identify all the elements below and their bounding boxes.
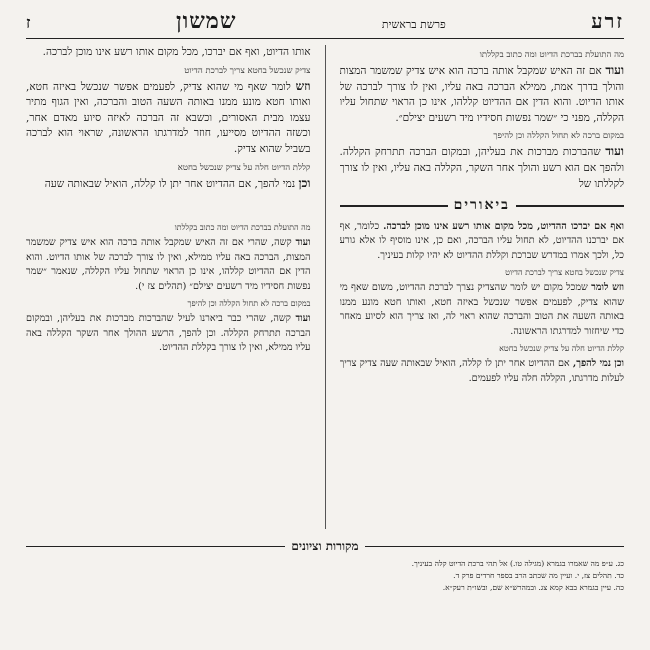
paragraph bbox=[26, 176, 311, 193]
paragraph bbox=[340, 281, 625, 339]
book-title: זרע bbox=[591, 9, 624, 33]
paragraph-text: אם זה האיש שמקבל אותה ברכה הוא איש צדיק שמשמר המצות והולך בדרך אמת, ממילא הברכה באה עליו, ואין לו צורך לברכה של אותו הדיוט. והוא הדין אם ההדיוט קללהו, אינו כן הראוי שתחול עליו הקללה, מפני כי ״שמר נפשות חסידיו מיד רשעים יצילם״. bbox=[339, 65, 624, 124]
rule bbox=[340, 205, 448, 207]
paragraph bbox=[26, 45, 311, 61]
source-note: כה. עיין בגמרא בבא קמא צג. ובמהרש״א שם, ובשו״ת רעק״א. bbox=[442, 583, 624, 592]
subheading: צדיק שנכשל בחטא צריך לברכת הדיוט bbox=[505, 268, 624, 278]
paragraph-text: נמי להפך, אם ההדיוט אחר יתן לו קללה, הואיל שבאותה שעה bbox=[44, 177, 296, 190]
paragraph bbox=[26, 312, 311, 356]
sources-title: מקורות וציונים bbox=[291, 539, 359, 553]
rule bbox=[516, 205, 624, 207]
paragraph-text: אותו הדיוט, ואף אם יברכו, מכל מקום אותו רשע אינו מוכן לברכה. bbox=[42, 46, 311, 58]
paragraph-text: קשה, שהרי אם זה האיש שמקבל אותה ברכה הוא איש צדיק שמשמר המצות, הברכה באה עליו ממילא, ואין לו צורך לברכה של אותו הדיוט. והוא הדין אם ההדיוט קללהו, אינו כן הראוי שתחול עליו הקללה, שנאמר ״שמר נפשות חסידיו מיד רשעים יצילם״ (תהלים צז י). bbox=[26, 237, 311, 292]
lead-phrase: וזש לומר bbox=[591, 282, 624, 294]
main-text bbox=[26, 45, 624, 529]
subheading: במקום ברכה לא תחול הקללה וכן להיפך bbox=[493, 131, 624, 142]
sources-header bbox=[26, 539, 624, 554]
lead-word: ועוד bbox=[605, 63, 624, 77]
biurim-column-left bbox=[26, 222, 311, 356]
paragraph-text: כלומר, אף אם יברכנו ההדיוט, לא תחול עליו הברכה, ואם כן, אינו מוסיף לו אלא גורע כל, ולכך אמרו במדרש שברכת וקללת ההדיוט לא יהיו קלות בעיניך. bbox=[339, 220, 624, 261]
subheading: קללת הדיוט חלה על צדיק שנכשל בחטא bbox=[499, 344, 624, 354]
subheading: קללת הדיוט חלה על צדיק שנכשל בחטא bbox=[177, 162, 311, 173]
paragraph-text: שמכל מקום יש לומר שהצדיק נצרך לברכת ההדיוט, משום שאף מי שהוא צדיק, לפעמים אפשר שנכשל באיזה חטא, ואותו חטא מונע ממנו באותה השעה את הטוב והברכה שהוא ראוי לה, ואז צריך הוא לסיוע מאחר כדי שיחזור למדרגתו הראשונה. bbox=[339, 282, 624, 337]
paragraph-text: אם ההדיוט אחר יתן לו קללה, הואיל שבאותה שעה צדיק צריך לעלות מדרגתו, הקללה חלה עליו לפעמים. bbox=[339, 358, 624, 384]
paragraph bbox=[26, 236, 311, 294]
lead-word: וזש bbox=[295, 78, 311, 93]
rule bbox=[365, 546, 624, 547]
section-title: ביאורים bbox=[453, 197, 510, 214]
source-note: כג. ע״פ מה שאמרו בגמרא (מגילה טו.) אל תהי ברכת הדיוט קלה בעיניך. bbox=[411, 559, 624, 568]
paragraph-text: לומר שאף מי שהוא צדיק, לפעמים אפשר שנכשל באיזה חטא, ואותו חטא מונע ממנו באותה השעה הטוב והברכה, ואין הגוף מתיר עצמו מבית האסורים, וכשבא זה הברכה לאיזה סיוע מאדם אחר, וכשזה ההדיוט מסייעו, חוזר למדרגתו הראשונה, שראוי הוא לברכה בשביל שהוא צדיק. bbox=[26, 80, 311, 155]
text-column-right bbox=[340, 45, 625, 529]
lead-word: ועוד bbox=[605, 144, 624, 159]
lead-phrase: וכן נמי להפך, bbox=[572, 358, 624, 370]
sources-notes bbox=[26, 558, 624, 594]
paragraph-text: קשה, שהרי כבר ביארנו לעיל שהברכות מברכות את בעליהן, ובמקום הברכה תתרחק הקללה. וכן להפך, הרשע ההולך אחר השקר הקללה באה עליו ממילא, ואין לו צורך בקללת ההדיוט. bbox=[26, 313, 311, 354]
paragraph bbox=[26, 79, 311, 158]
paragraph bbox=[340, 357, 625, 386]
text-column-left bbox=[26, 45, 311, 529]
biurim-header bbox=[340, 198, 625, 214]
subheading: צדיק שנכשל בחטא צריך לברכת הדיוט bbox=[184, 65, 311, 76]
rule bbox=[26, 546, 285, 547]
subheading: במקום ברכה לא תחול הקללה וכן להיפך bbox=[187, 299, 311, 309]
lead-phrase: ואף אם יברכו ההדיוט, מכל מקום אותו רשע אינו מוכן לברכה. bbox=[383, 220, 624, 232]
paragraph-text: שהברכות מברכות את בעליהן, ובמקום הברכה תתרחק הקללה. ולהפך אם הוא רשע והולך אחר השקר, הקללה באה עליו, ואין לו צורך לקללתו של bbox=[339, 146, 624, 190]
page-header bbox=[26, 8, 624, 39]
paragraph bbox=[340, 220, 625, 264]
source-note: כד. תהלים צז, י. ועיין מה שכתב הרב בספר חרדים פרק ד. bbox=[453, 571, 624, 580]
column-divider bbox=[325, 45, 326, 529]
lead-phrase: ועוד bbox=[295, 313, 311, 325]
lead-phrase: ועוד bbox=[295, 237, 311, 249]
page-title: שמשון bbox=[175, 8, 237, 34]
parsha-name: פרשת בראשית bbox=[381, 18, 446, 31]
page-number: ז bbox=[26, 13, 31, 32]
subheading: מה התועלת בברכת הדיוט ומה כתוב בקללתו bbox=[174, 223, 311, 233]
biurim-column-right bbox=[340, 220, 625, 387]
subheading: מה התועלת בברכת הדיוט ומה כתוב בקללתו bbox=[479, 50, 624, 60]
paragraph bbox=[340, 63, 625, 126]
paragraph bbox=[340, 144, 625, 192]
lead-word: וכן bbox=[298, 175, 311, 190]
